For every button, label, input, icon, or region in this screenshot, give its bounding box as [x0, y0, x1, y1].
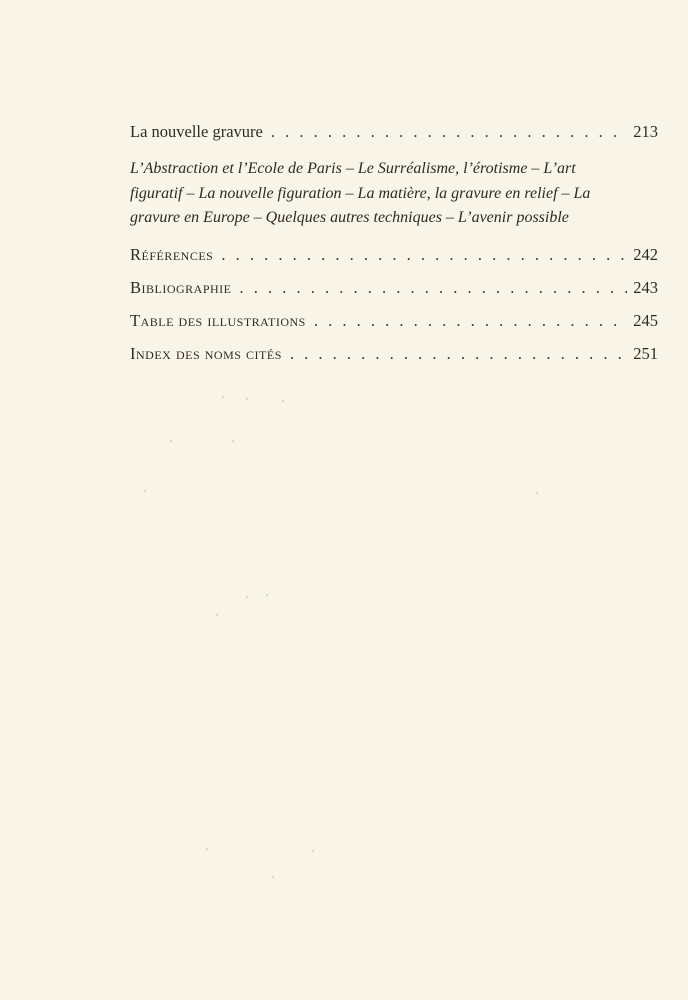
paper-speck [222, 396, 224, 398]
paper-speck [170, 440, 172, 442]
toc-entry-references [130, 243, 658, 267]
paper-speck [216, 614, 218, 616]
dot-leader [314, 309, 627, 333]
toc-entry-title: Table des illustrations [130, 310, 306, 330]
toc-entry-bibliographie [130, 276, 658, 300]
toc-page-number: 243 [633, 277, 658, 297]
toc-entry-nouvelle-gravure [130, 120, 658, 144]
paper-speck [246, 596, 248, 598]
dot-leader [221, 243, 627, 267]
paper-speck [536, 492, 538, 494]
paper-speck [206, 848, 208, 850]
toc-page-number: 245 [633, 310, 658, 330]
table-of-contents [130, 120, 658, 366]
toc-entry-title: Bibliographie [130, 277, 232, 297]
paper-speck [232, 440, 234, 442]
paper-speck [282, 400, 284, 402]
toc-subtopics: L’Abstraction et l’Ecole de Paris – Le Surréalisme, l’érotisme – L’art figuratif – La nouvelle figuration – La matière, la gravure en relief – La gravure en Europe – Quelques autres techniques – L’avenir possible [130, 160, 591, 226]
toc-page-number: 213 [633, 122, 658, 141]
paper-speck [144, 490, 146, 492]
toc-entry-title: Index des noms cités [130, 343, 282, 363]
toc-page-number: 242 [633, 244, 658, 264]
toc-entry-title: La nouvelle gravure [130, 122, 263, 141]
paper-speck [266, 594, 268, 596]
toc-page-number: 251 [633, 343, 658, 363]
toc-entry-title: Références [130, 244, 214, 264]
dot-leader [240, 276, 628, 300]
dot-leader [271, 120, 627, 144]
paper-speck [312, 850, 314, 852]
paper-speck [272, 876, 274, 878]
toc-entry-index-des-noms [130, 342, 658, 366]
dot-leader [290, 342, 627, 366]
toc-entry-table-des-illustrations [130, 309, 658, 333]
paper-speck [246, 398, 248, 400]
